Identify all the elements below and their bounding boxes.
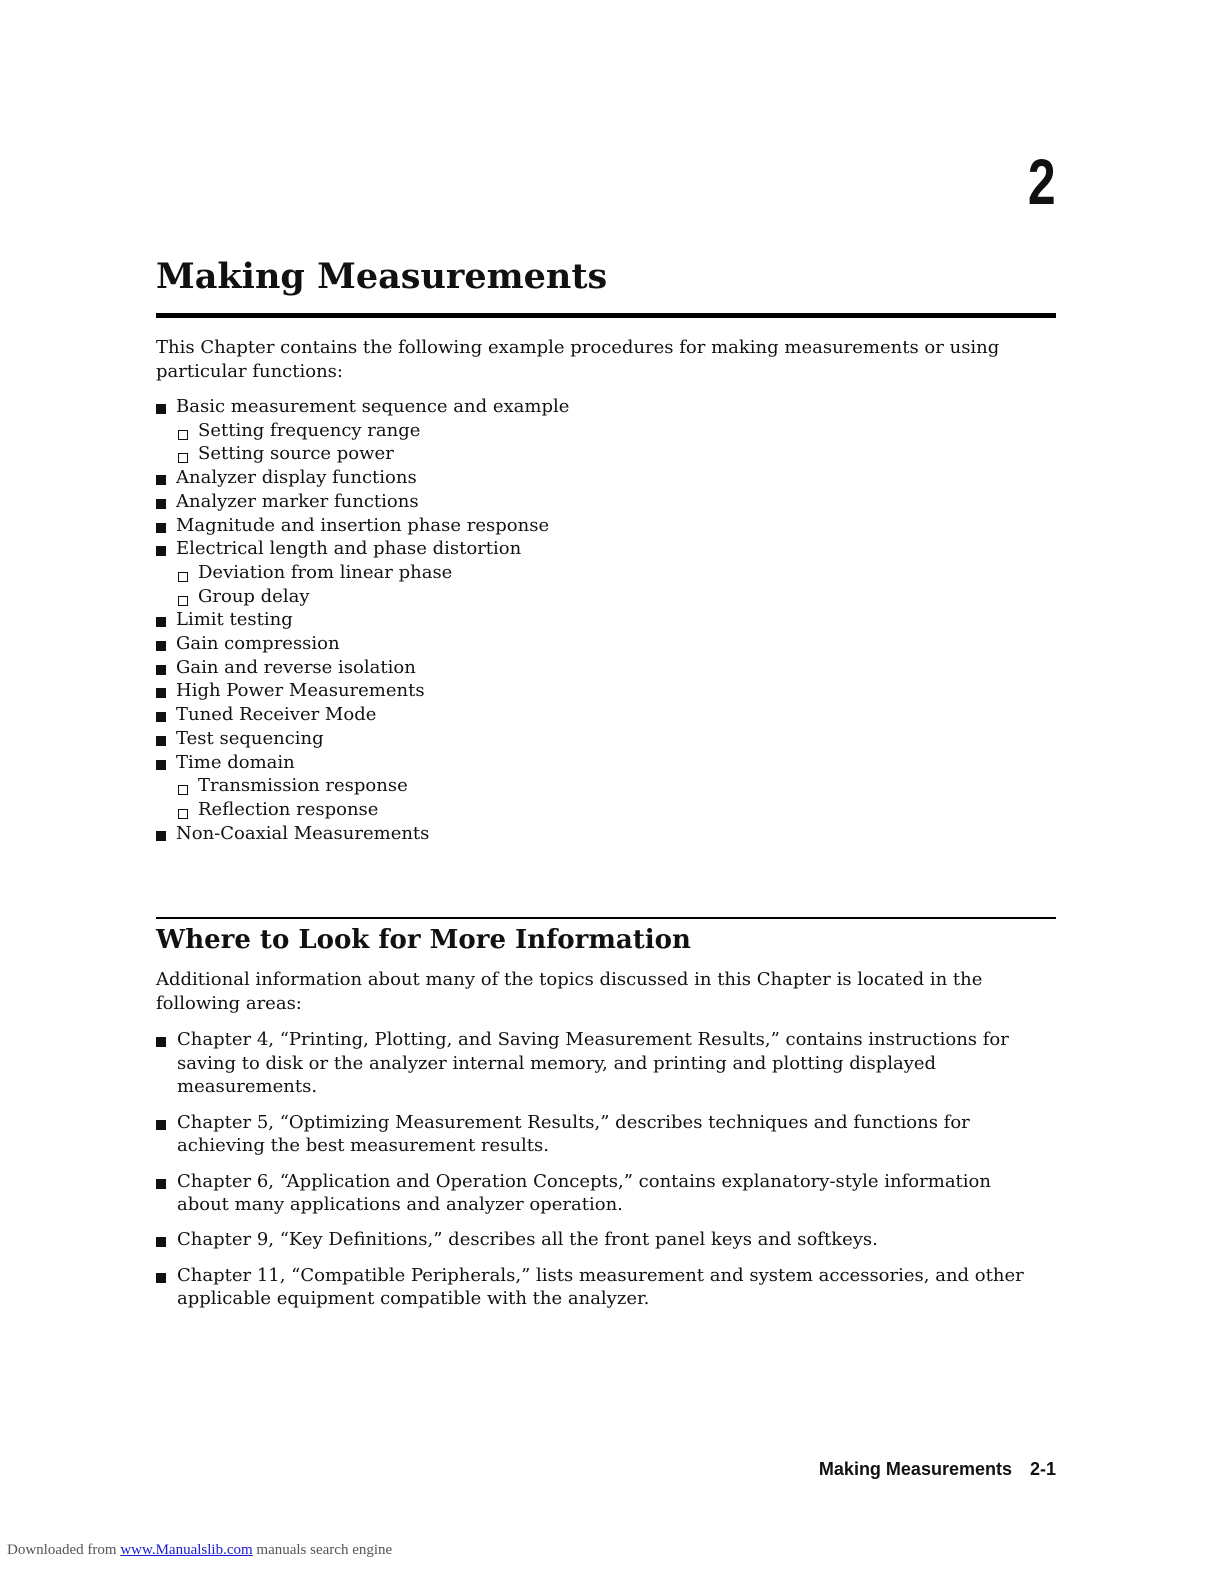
reference-text: Chapter 9, “Key Definitions,” describes all the front panel keys and softkeys.	[177, 1229, 878, 1251]
sub-list-item	[156, 774, 1036, 798]
list-item-label: Basic measurement sequence and example	[176, 396, 570, 417]
list-item	[156, 822, 1036, 846]
hollow-square-bullet-icon	[178, 453, 188, 463]
list-item-label: Electrical length and phase distortion	[176, 538, 522, 560]
square-bullet-icon	[156, 831, 166, 841]
reference-item	[156, 1028, 1046, 1099]
chapter-title: Making Measurements	[156, 256, 608, 297]
procedure-list	[156, 395, 1036, 845]
list-item	[156, 751, 1036, 775]
square-bullet-icon	[156, 546, 166, 556]
list-item	[156, 679, 1036, 703]
list-item	[156, 656, 1036, 680]
list-item	[156, 514, 1036, 538]
manualslib-link[interactable]: www.Manualslib.com	[120, 1542, 253, 1558]
list-item	[156, 490, 1036, 514]
list-item-label: Reflection response	[198, 798, 379, 820]
reference-item	[156, 1228, 1046, 1252]
reference-text: Chapter 4, “Printing, Plotting, and Saving Measurement Results,” contains instructions for saving to disk or the analyzer internal memory, and printing and plotting displayed measurements.	[177, 1029, 1009, 1098]
reference-item	[156, 1264, 1046, 1311]
square-bullet-icon	[156, 523, 166, 533]
square-bullet-icon	[156, 760, 166, 770]
footer-title: Making Measurements	[818, 1459, 1012, 1479]
hollow-square-bullet-icon	[178, 596, 188, 606]
chapter-intro: This Chapter contains the following example procedures for making measurements or using particular functions:	[156, 337, 1000, 382]
list-item-label: Setting source power	[198, 443, 394, 465]
chapter-number: 2	[1028, 146, 1056, 218]
list-item	[156, 727, 1036, 751]
square-bullet-icon	[156, 1120, 166, 1130]
download-suffix: manuals search engine	[256, 1542, 393, 1558]
download-prefix: Downloaded from	[7, 1542, 117, 1558]
square-bullet-icon	[156, 1179, 166, 1189]
square-bullet-icon	[156, 641, 166, 651]
section-intro: Additional information about many of the topics discussed in this Chapter is located in the following areas:	[156, 969, 983, 1014]
list-item	[156, 466, 1036, 490]
download-note	[7, 1542, 392, 1559]
reference-text: Chapter 5, “Optimizing Measurement Results,” describes techniques and functions for achieving the best measurement results.	[177, 1111, 970, 1157]
section-title: Where to Look for More Information	[156, 925, 691, 955]
hollow-square-bullet-icon	[178, 572, 188, 582]
reference-text: Chapter 11, “Compatible Peripherals,” lists measurement and system accessories, and other applicable equipment compatible with the analyzer.	[177, 1264, 1024, 1310]
hollow-square-bullet-icon	[178, 430, 188, 440]
list-item-label: Limit testing	[176, 609, 293, 631]
list-item-label: Non-Coaxial Measurements	[176, 822, 430, 844]
list-item-label: Tuned Receiver Mode	[176, 704, 377, 726]
reference-item	[156, 1170, 1046, 1217]
list-item-label: Transmission response	[198, 775, 408, 797]
list-item-label: Deviation from linear phase	[198, 561, 453, 583]
square-bullet-icon	[156, 617, 166, 627]
square-bullet-icon	[156, 475, 166, 485]
section-rule	[156, 917, 1056, 919]
list-item-label: Time domain	[176, 751, 295, 773]
list-item-label: High Power Measurements	[176, 680, 425, 702]
reference-list	[156, 1028, 1046, 1323]
reference-text: Chapter 6, “Application and Operation Concepts,” contains explanatory-style information about many applications and analyzer operation.	[177, 1170, 991, 1216]
list-item	[156, 703, 1036, 727]
list-item-label: Gain compression	[176, 633, 340, 655]
square-bullet-icon	[156, 712, 166, 722]
list-item-label: Group delay	[198, 585, 310, 607]
list-item-label: Analyzer marker functions	[176, 490, 419, 512]
square-bullet-icon	[156, 1273, 166, 1283]
title-rule	[156, 313, 1056, 318]
list-item	[156, 395, 1036, 419]
list-item-label: Test sequencing	[176, 727, 324, 749]
square-bullet-icon	[156, 404, 166, 414]
list-item-label: Magnitude and insertion phase response	[176, 514, 550, 536]
sub-list-item	[156, 561, 1036, 585]
list-item	[156, 608, 1036, 632]
sub-list-item	[156, 798, 1036, 822]
square-bullet-icon	[156, 736, 166, 746]
list-item-label: Setting frequency range	[198, 419, 421, 441]
sub-list-item	[156, 419, 1036, 443]
list-item-label: Analyzer display functions	[176, 467, 417, 489]
list-item	[156, 632, 1036, 656]
list-item	[156, 537, 1036, 561]
square-bullet-icon	[156, 665, 166, 675]
square-bullet-icon	[156, 688, 166, 698]
hollow-square-bullet-icon	[178, 809, 188, 819]
square-bullet-icon	[156, 1037, 166, 1047]
page-footer	[819, 1459, 1056, 1480]
square-bullet-icon	[156, 499, 166, 509]
reference-item	[156, 1111, 1046, 1158]
hollow-square-bullet-icon	[178, 785, 188, 795]
list-item-label: Gain and reverse isolation	[176, 656, 416, 678]
sub-list-item	[156, 442, 1036, 466]
sub-list-item	[156, 585, 1036, 609]
footer-page-number: 2-1	[1029, 1459, 1056, 1479]
square-bullet-icon	[156, 1237, 166, 1247]
